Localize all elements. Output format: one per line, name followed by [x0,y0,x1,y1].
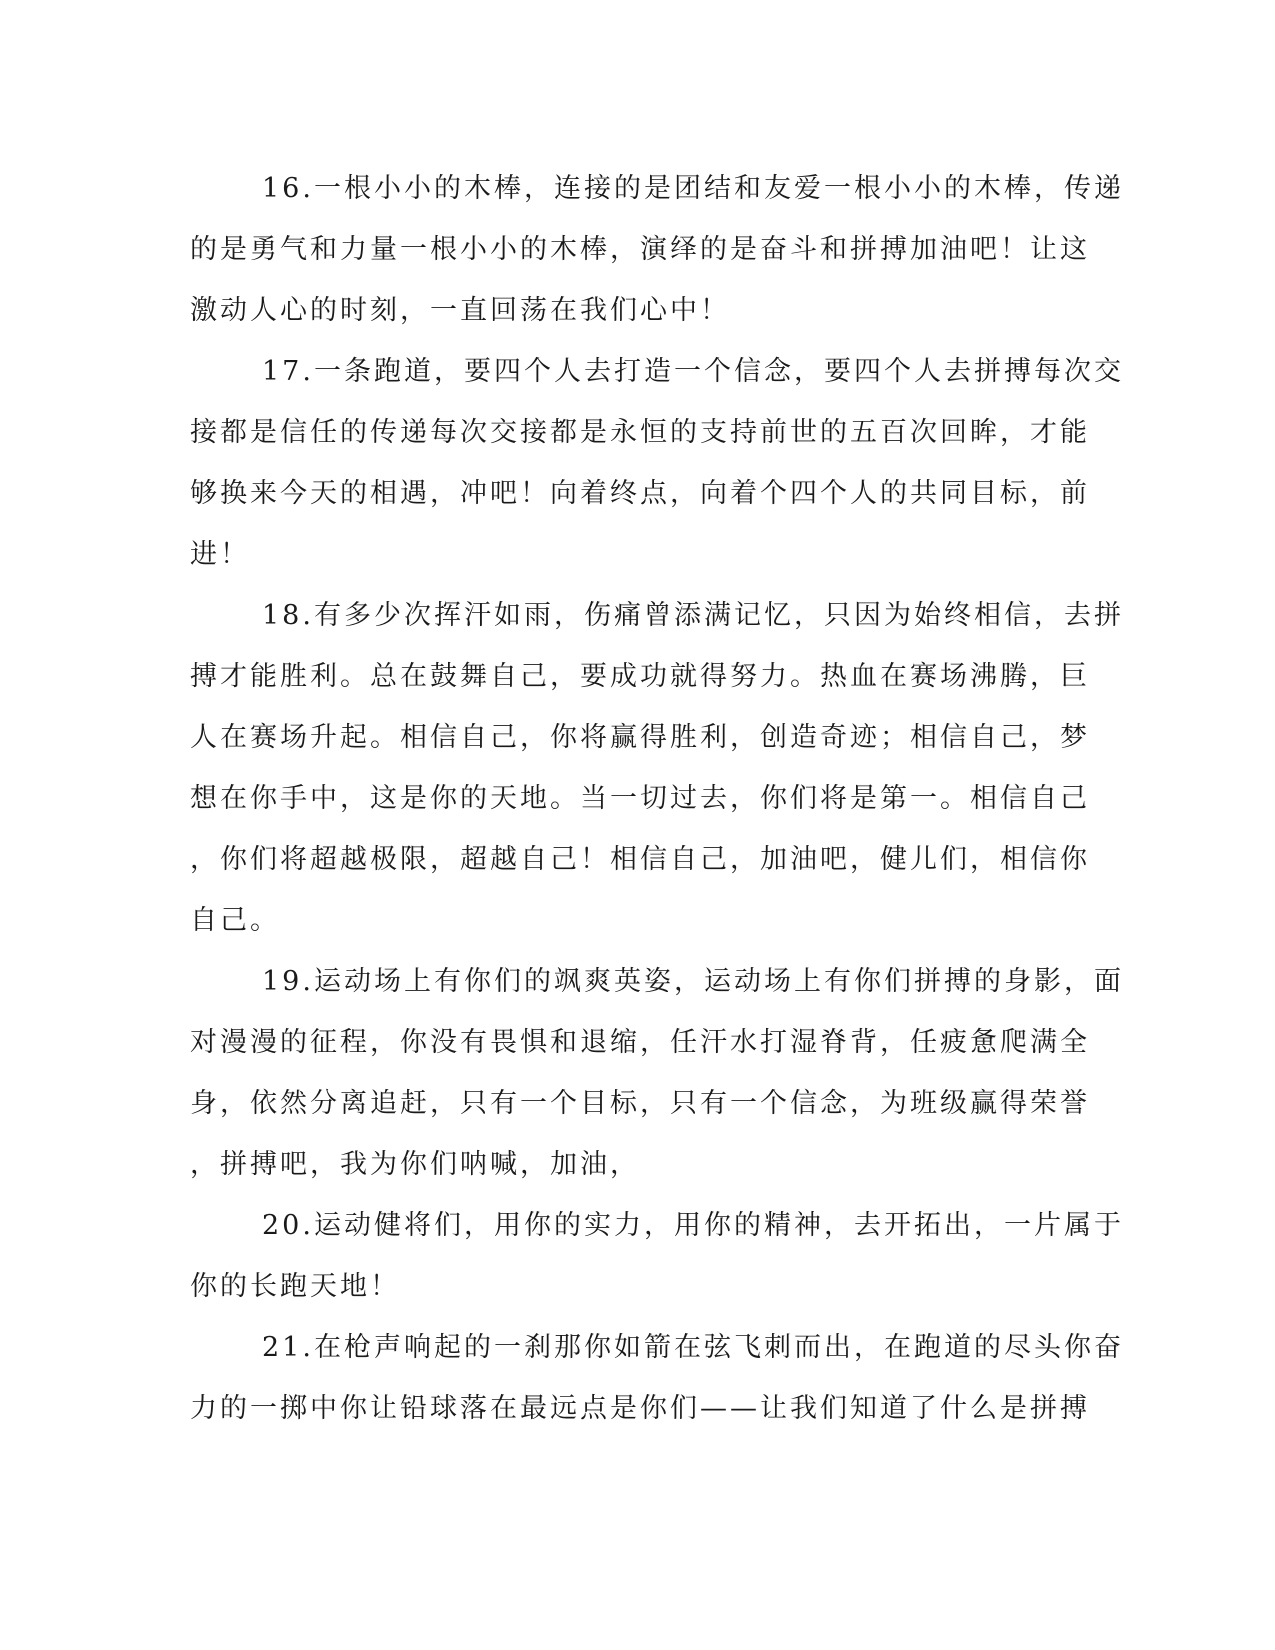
text-line: 力的一掷中你让铅球落在最远点是你们——让我们知道了什么是拼搏 [190,1393,1090,1424]
text-line: 进！ [190,539,250,570]
text-line: 自己。 [190,905,280,936]
paragraph-19 [190,951,1124,1195]
text-line: 16.一根小小的木棒，连接的是团结和友爱一根小小的木棒，传递 [262,173,1124,204]
text-line: ，你们将超越极限，超越自己！相信自己，加油吧，健儿们，相信你 [190,844,1090,875]
document-body [190,158,1124,1439]
paragraph-18 [190,585,1124,951]
paragraph-16 [190,158,1124,341]
text-line: 搏才能胜利。总在鼓舞自己，要成功就得努力。热血在赛场沸腾，巨 [190,661,1090,692]
text-line: ，拼搏吧，我为你们呐喊，加油， [190,1149,640,1180]
text-line: 的是勇气和力量一根小小的木棒，演绎的是奋斗和拼搏加油吧！让这 [190,234,1090,265]
text-line: 激动人心的时刻，一直回荡在我们心中！ [190,295,730,326]
text-line: 20.运动健将们，用你的实力，用你的精神，去开拓出，一片属于 [262,1210,1124,1241]
paragraph-20 [190,1195,1124,1317]
text-line: 身，依然分离追赶，只有一个目标，只有一个信念，为班级赢得荣誉 [190,1088,1090,1119]
text-line: 21.在枪声响起的一刹那你如箭在弦飞刺而出，在跑道的尽头你奋 [262,1332,1124,1363]
paragraph-17 [190,341,1124,585]
text-line: 17.一条跑道，要四个人去打造一个信念，要四个人去拼搏每次交 [262,356,1124,387]
text-line: 18.有多少次挥汗如雨，伤痛曾添满记忆，只因为始终相信，去拼 [262,600,1124,631]
text-line: 接都是信任的传递每次交接都是永恒的支持前世的五百次回眸，才能 [190,417,1090,448]
text-line: 够换来今天的相遇，冲吧！向着终点，向着个四个人的共同目标，前 [190,478,1090,509]
text-line: 人在赛场升起。相信自己，你将赢得胜利，创造奇迹；相信自己，梦 [190,722,1090,753]
text-line: 对漫漫的征程，你没有畏惧和退缩，任汗水打湿脊背，任疲惫爬满全 [190,1027,1090,1058]
paragraph-21 [190,1317,1124,1439]
text-line: 19.运动场上有你们的飒爽英姿，运动场上有你们拼搏的身影，面 [262,966,1124,997]
text-line: 你的长跑天地！ [190,1271,400,1302]
text-line: 想在你手中，这是你的天地。当一切过去，你们将是第一。相信自己 [190,783,1090,814]
